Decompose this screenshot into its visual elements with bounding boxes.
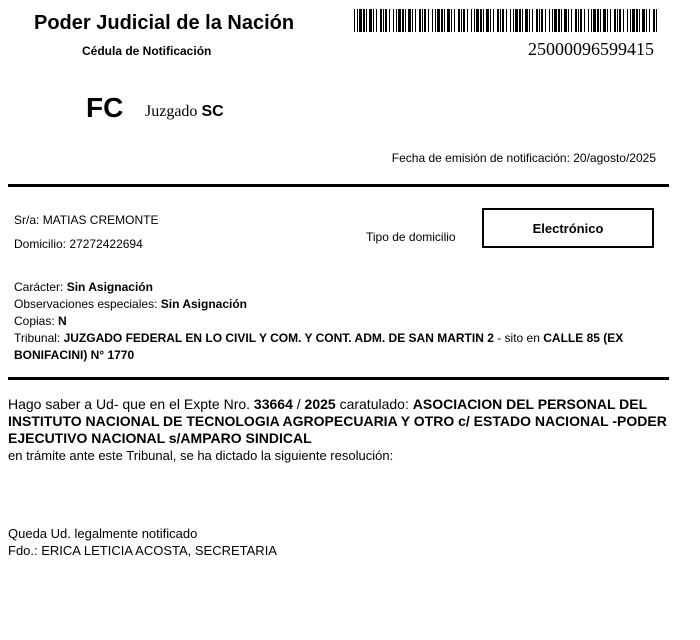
divider-middle: [8, 377, 669, 380]
tramite-line: en trámite ante este Tribunal, se ha dictado la siguiente resolución:: [8, 448, 394, 463]
juzgado-label: Juzgado: [145, 103, 198, 120]
barcode-number: 25000096599415: [528, 39, 654, 59]
tipo-domicilio-label: Tipo de domicilio: [366, 230, 456, 244]
caratulado-label: caratulado:: [335, 396, 409, 412]
notification-body: [8, 396, 668, 464]
emission-label: Fecha de emisión de notificación:: [391, 151, 570, 165]
tribunal-label: Tribunal:: [14, 331, 61, 345]
recipient-domicilio-line: [14, 237, 143, 251]
recipient-name-line: [14, 213, 158, 227]
emission-date-line: [392, 151, 656, 165]
juzgado-line: [145, 103, 224, 121]
domicilio-value: 27272422694: [69, 237, 143, 251]
tribunal-name: JUZGADO FEDERAL EN LO CIVIL Y COM. Y CONT. ADM. DE SAN MARTIN 2: [63, 331, 494, 345]
barcode-image: [354, 9, 657, 32]
copias-line: [14, 313, 664, 330]
tipo-domicilio-value: Electrónico: [532, 220, 604, 236]
recipient-name: MATIAS CREMONTE: [42, 213, 159, 227]
expte-separator: /: [292, 396, 305, 412]
notified-line: Queda Ud. legalmente notificado: [8, 526, 198, 541]
tipo-domicilio-box: [482, 208, 654, 248]
observaciones-label: Observaciones especiales:: [14, 297, 158, 311]
observaciones-line: [14, 296, 664, 313]
copias-value: N: [58, 314, 67, 328]
jurisdiction-code: FC: [86, 92, 124, 123]
juzgado-code: SC: [201, 103, 224, 120]
document-type: Cédula de Notificación: [82, 44, 212, 58]
copias-label: Copias:: [14, 314, 55, 328]
closing-block: [8, 525, 277, 559]
expte-number: 33664: [253, 396, 293, 412]
expte-year: 2025: [304, 396, 336, 412]
details-block: [14, 279, 664, 364]
tribunal-line: [14, 330, 664, 364]
recipient-name-label: Sr/a:: [14, 213, 40, 227]
case-caratula: ASOCIACION DEL PERSONAL DEL INSTITUTO NACIONAL DE TECNOLOGIA AGROPECUARIA Y OTRO c/ ESTADO NACIONAL -PODER EJECUTIVO NACIONAL s/AMPARO SINDICAL: [8, 396, 667, 446]
signature-line: Fdo.: ERICA LETICIA ACOSTA, SECRETARIA: [8, 543, 277, 558]
caracter-value: Sin Asignación: [66, 280, 153, 294]
court-title: Poder Judicial de la Nación: [34, 12, 295, 34]
divider-top: [8, 184, 669, 187]
domicilio-label: Domicilio:: [14, 237, 67, 251]
caracter-label: Carácter:: [14, 280, 64, 294]
body-intro: Hago saber a Ud- que en el Expte Nro.: [8, 396, 251, 412]
emission-date: 20/agosto/2025: [573, 151, 656, 165]
sito-label: - sito en: [493, 331, 544, 345]
observaciones-value: Sin Asignación: [160, 297, 247, 311]
caracter-line: [14, 279, 664, 296]
tribunal-address: CALLE 85 (EX BONIFACINI) N° 1770: [14, 331, 624, 362]
